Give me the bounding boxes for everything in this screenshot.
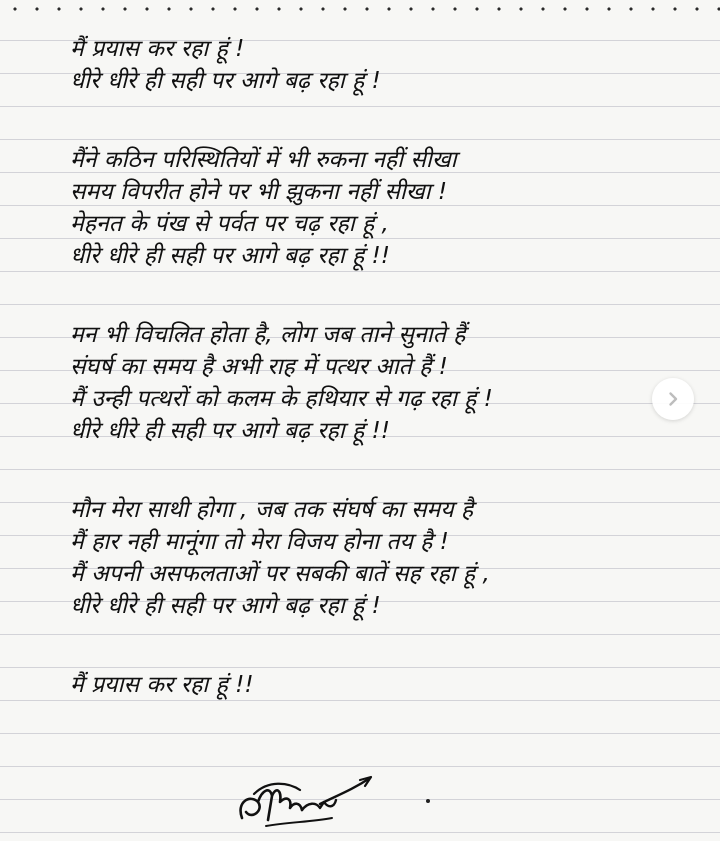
poem-line: मैं प्रयास कर रहा हूं !! [70,672,254,698]
poem [70,33,680,701]
poem-line: मेहनत के पंख से पर्वत पर चढ़ रहा हूं , [70,211,389,237]
stanza-4 [70,494,680,622]
author-signature [228,772,378,834]
poem-line: धीरे धीरे ही सही पर आगे बढ़ रहा हूं !! [70,243,390,269]
next-image-button[interactable] [652,378,694,420]
poem-line: मौन मेरा साथी होगा , जब तक संघर्ष का समय है [70,497,474,523]
poem-line: धीरे धीरे ही सही पर आगे बढ़ रहा हूं ! [70,593,381,619]
poem-line: मन भी विचलित होता है, लोग जब ताने सुनाते हैं [70,322,466,348]
poem-line: मैं अपनी असफलताओं पर सबकी बातें सह रहा हूं , [70,561,490,587]
stanza-1 [70,33,680,97]
poem-line: मैं उन्ही पत्थरों को कलम के हथियार से गढ़ रहा हूं ! [70,386,493,412]
stanza-3 [70,319,680,447]
poem-line: मैं हार नही मानूंगा तो मेरा विजय होना तय है ! [70,529,449,555]
poem-line: मैंने कठिन परिस्थितियों में भी रुकना नहीं सीखा [70,147,457,173]
page-top-dots [0,2,720,16]
stanza-2 [70,144,680,272]
stanza-5 [70,669,680,701]
poem-line: धीरे धीरे ही सही पर आगे बढ़ रहा हूं ! [70,68,381,94]
poem-line: संघर्ष का समय है अभी राह में पत्थर आते हैं ! [70,354,448,380]
poem-line: धीरे धीरे ही सही पर आगे बढ़ रहा हूं !! [70,418,390,444]
ink-dot [426,799,430,803]
chevron-right-icon [665,391,681,407]
poem-line: मैं प्रयास कर रहा हूं ! [70,36,245,62]
poem-line: समय विपरीत होने पर भी झुकना नहीं सीखा ! [70,179,448,205]
